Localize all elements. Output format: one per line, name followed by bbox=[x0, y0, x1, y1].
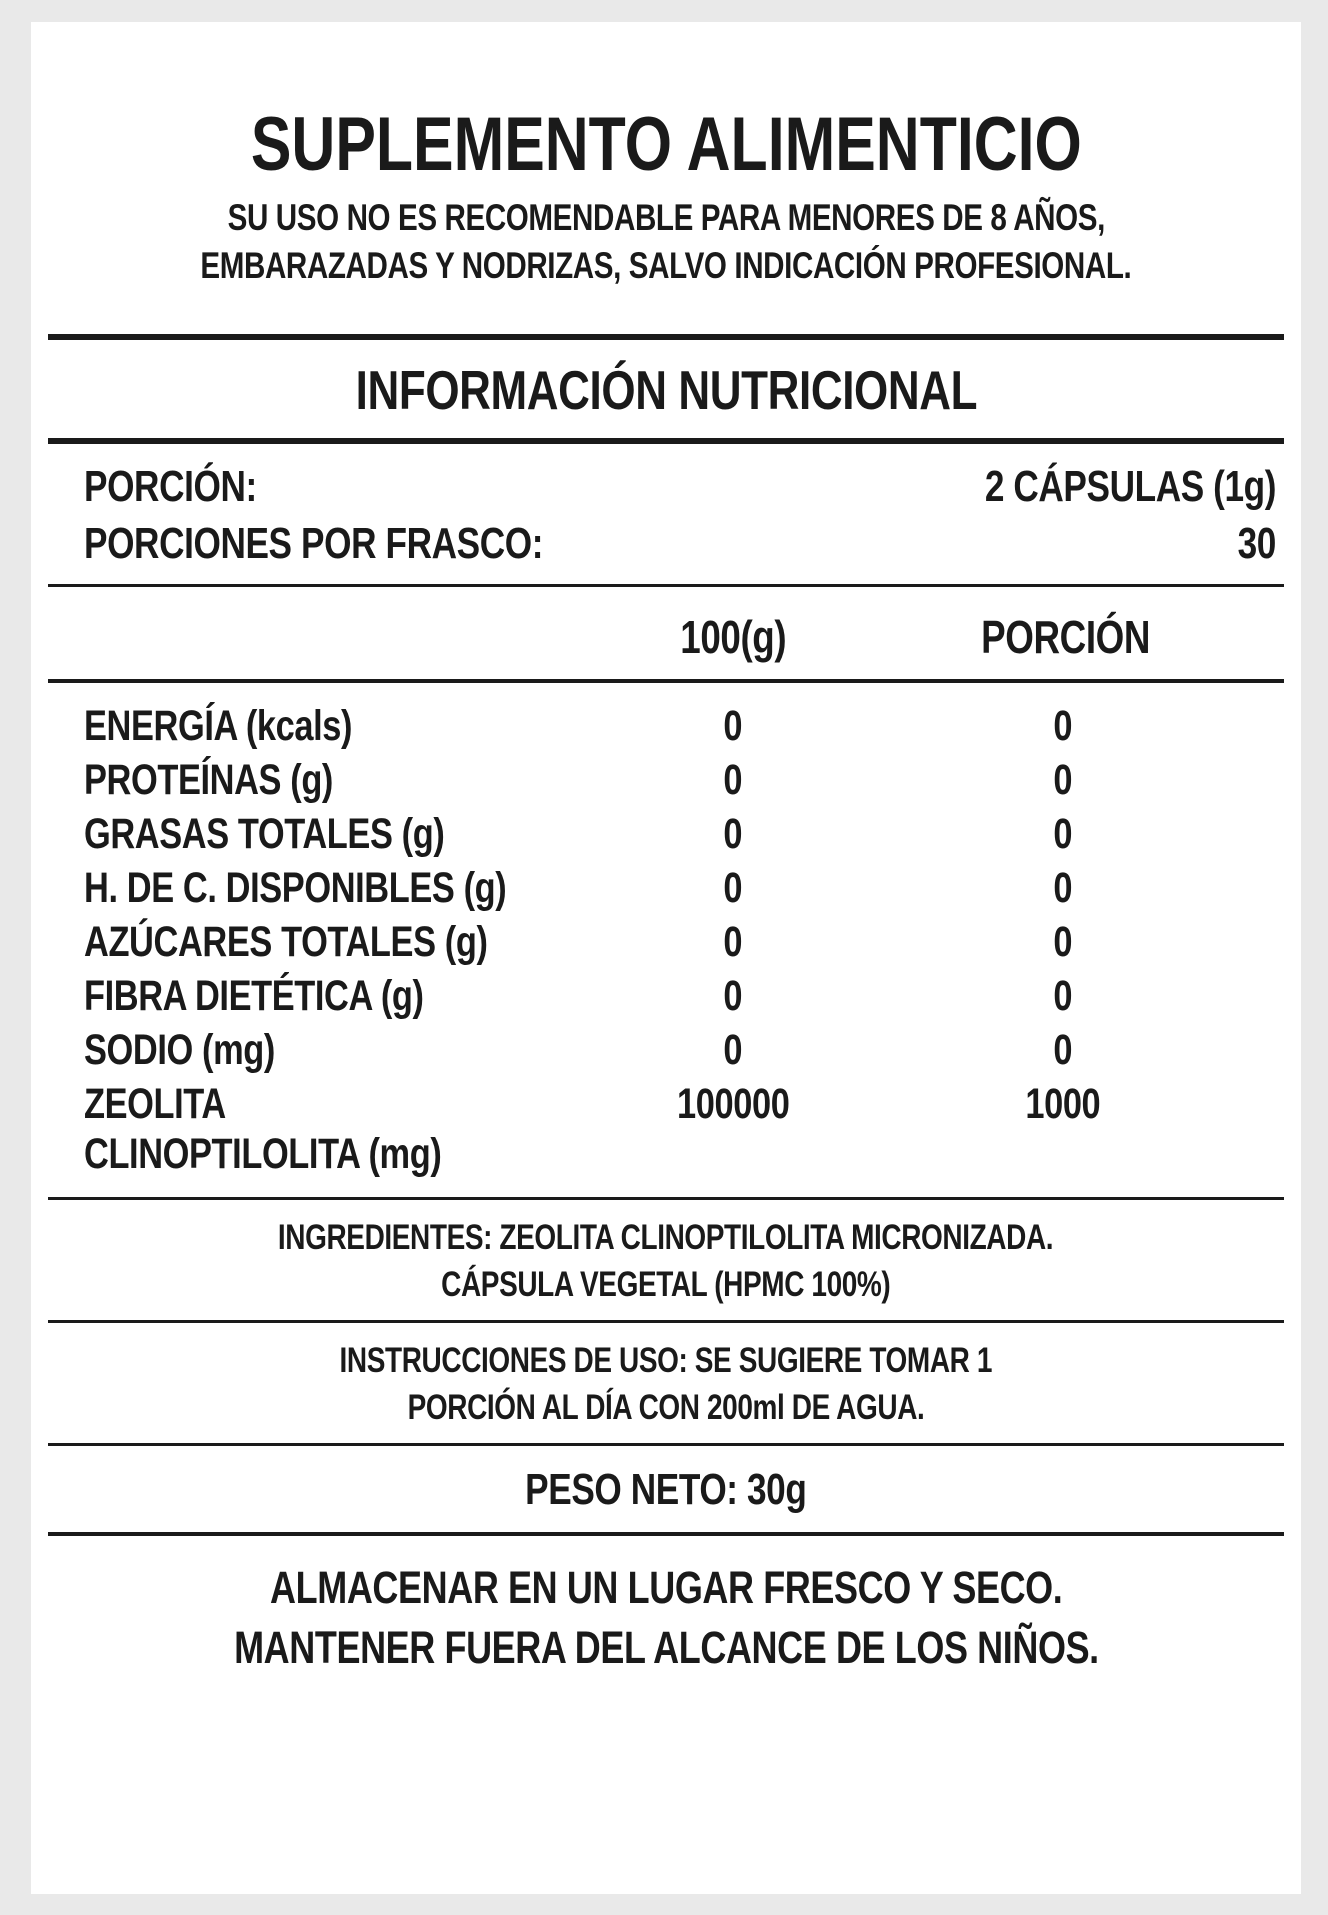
nutrient-unit: (g) bbox=[463, 864, 507, 912]
net-weight-section bbox=[31, 1446, 1301, 1532]
nutrient-value-per-portion: 0 bbox=[1053, 702, 1073, 750]
usage-instructions-section bbox=[31, 1323, 1301, 1443]
nutrient-name: AZÚCARES TOTALES (g) bbox=[84, 918, 488, 966]
nutrient-value-per-100g: 0 bbox=[723, 918, 743, 966]
column-header-per-100g bbox=[618, 607, 848, 667]
serving-info bbox=[31, 444, 1301, 584]
nutrient-name: GRASAS TOTALES (g) bbox=[84, 810, 445, 858]
storage-line-1: ALMACENAR EN UN LUGAR FRESCO Y SECO. bbox=[269, 1562, 1063, 1613]
main-title-text: SUPLEMENTO ALIMENTICIO bbox=[250, 102, 1082, 187]
table-row bbox=[48, 807, 1284, 861]
nutrient-value-per-100g: 0 bbox=[723, 972, 743, 1020]
column-header-per-100g-text: 100(g) bbox=[679, 611, 786, 663]
serving-size-label: PORCIÓN: bbox=[84, 462, 257, 511]
table-row bbox=[48, 1023, 1284, 1077]
ingredients-line-1: INGREDIENTES: ZEOLITA CLINOPTILOLITA MICRONIZADA. bbox=[278, 1218, 1054, 1257]
nutrient-name: PROTEÍNAS (g) bbox=[84, 756, 333, 804]
nutrient-value-per-100g: 100000 bbox=[676, 1080, 790, 1128]
instructions-line-1: INSTRUCCIONES DE USO: SE SUGIERE TOMAR 1 bbox=[339, 1341, 993, 1380]
nutrient-unit: (mg) bbox=[368, 1130, 442, 1178]
nutrient-name: ENERGÍA (kcals) bbox=[84, 702, 353, 750]
nutrient-value-per-portion: 0 bbox=[1053, 972, 1073, 1020]
nutrient-unit: (g) bbox=[444, 918, 488, 966]
table-row bbox=[48, 753, 1284, 807]
nutrient-unit: (g) bbox=[401, 810, 445, 858]
nutrient-name: ZEOLITA bbox=[84, 1080, 226, 1128]
age-warning-line-1: SU USO NO ES RECOMENDABLE PARA MENORES DE 8 AÑOS, bbox=[227, 197, 1105, 238]
nutrition-facts-title bbox=[31, 340, 1301, 438]
header-spacer bbox=[31, 290, 1301, 334]
table-row bbox=[48, 915, 1284, 969]
nutrient-value-per-portion: 0 bbox=[1053, 756, 1073, 804]
storage-warning-section bbox=[31, 1536, 1301, 1688]
nutrient-unit: (g) bbox=[290, 756, 333, 804]
nutrient-value-per-100g: 0 bbox=[723, 864, 743, 912]
nutrient-value-per-portion: 1000 bbox=[1025, 1080, 1101, 1128]
column-header-per-portion bbox=[848, 607, 1284, 667]
age-warning bbox=[31, 194, 1301, 290]
table-row bbox=[48, 969, 1284, 1023]
table-row bbox=[48, 699, 1284, 753]
nutrient-value-per-portion: 0 bbox=[1053, 864, 1073, 912]
serving-size-row bbox=[48, 458, 1284, 515]
nutrient-name: FIBRA DIETÉTICA (g) bbox=[84, 972, 424, 1020]
nutrition-facts-title-text: INFORMACIÓN NUTRICIONAL bbox=[355, 359, 977, 421]
instructions-line-2: PORCIÓN AL DÍA CON 200ml DE AGUA. bbox=[407, 1388, 925, 1427]
nutrient-name: SODIO (mg) bbox=[84, 1026, 275, 1074]
supplement-facts-label bbox=[31, 22, 1301, 1894]
nutrient-value-per-portion: 0 bbox=[1053, 918, 1073, 966]
label-header bbox=[31, 22, 1301, 334]
nutrient-unit: (mg) bbox=[202, 1026, 275, 1074]
column-header-per-portion-text: PORCIÓN bbox=[981, 611, 1151, 663]
nutrient-value-per-100g: 0 bbox=[723, 810, 743, 858]
nutrient-value-per-100g: 0 bbox=[723, 1026, 743, 1074]
nutrient-value-per-portion: 0 bbox=[1053, 810, 1073, 858]
nutrient-unit: (kcals) bbox=[245, 702, 353, 750]
age-warning-line-2: EMBARAZADAS Y NODRIZAS, SALVO INDICACIÓN PROFESIONAL. bbox=[200, 245, 1132, 286]
page-title bbox=[31, 104, 1301, 186]
nutrient-name-continued: CLINOPTILOLITA (mg) bbox=[84, 1130, 442, 1178]
table-row bbox=[48, 1077, 1284, 1181]
table-row bbox=[48, 861, 1284, 915]
net-weight-text: PESO NETO: 30g bbox=[525, 1465, 807, 1514]
nutrient-value-per-100g: 0 bbox=[723, 756, 743, 804]
ingredients-line-2: CÁPSULA VEGETAL (HPMC 100%) bbox=[441, 1265, 891, 1304]
servings-per-container-row bbox=[48, 515, 1284, 572]
servings-per-container-label: PORCIONES POR FRASCO: bbox=[84, 519, 544, 568]
nutrient-value-per-portion: 0 bbox=[1053, 1026, 1073, 1074]
ingredients-section bbox=[31, 1200, 1301, 1320]
nutrient-column-headers bbox=[48, 587, 1284, 679]
nutrient-name: H. DE C. DISPONIBLES (g) bbox=[84, 864, 507, 912]
servings-per-container-value: 30 bbox=[1237, 519, 1276, 568]
nutrient-unit: (g) bbox=[380, 972, 424, 1020]
nutrient-table bbox=[48, 683, 1284, 1197]
nutrient-value-per-100g: 0 bbox=[723, 702, 743, 750]
serving-size-value: 2 CÁPSULAS (1g) bbox=[984, 462, 1276, 511]
storage-line-2: MANTENER FUERA DEL ALCANCE DE LOS NIÑOS. bbox=[233, 1622, 1099, 1673]
